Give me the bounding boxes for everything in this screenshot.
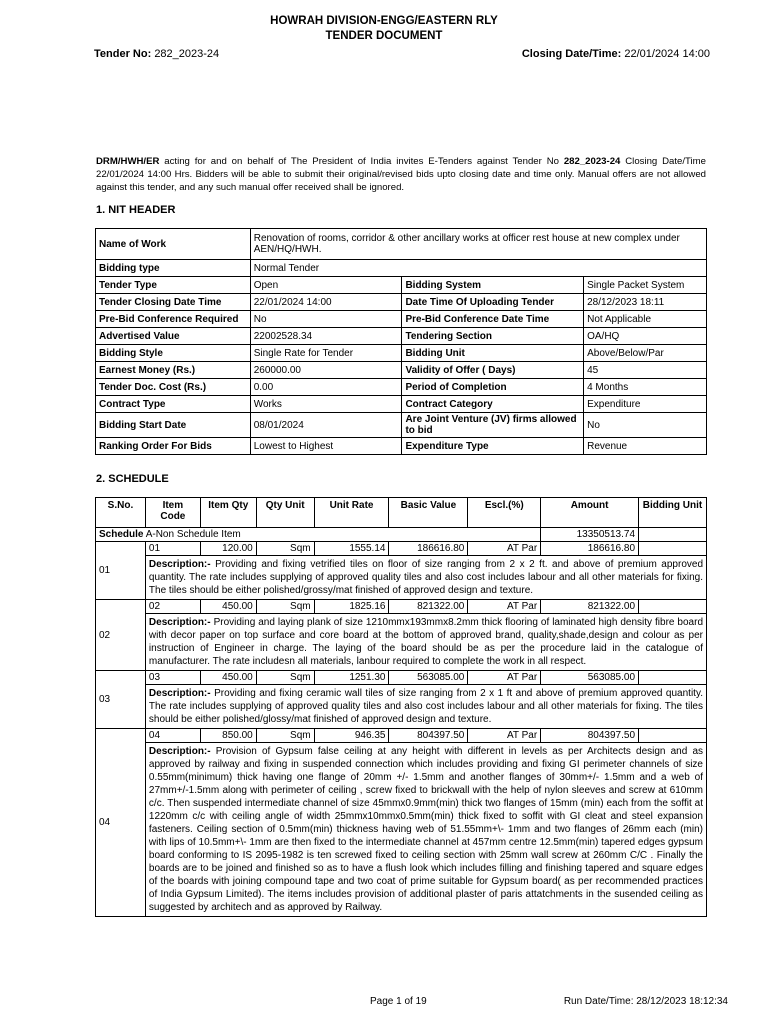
item-sno: 01 bbox=[96, 542, 146, 600]
item-amount: 821322.00 bbox=[541, 600, 639, 614]
nit-label: Period of Completion bbox=[402, 379, 584, 396]
schedule-item-row bbox=[96, 671, 707, 685]
item-bidding-unit bbox=[639, 729, 707, 743]
page-number: Page 1 of 19 bbox=[370, 996, 427, 1007]
schedule-label: Schedule bbox=[99, 529, 144, 540]
nit-value: 22002528.34 bbox=[250, 328, 402, 345]
nit-label: Tender Closing Date Time bbox=[96, 294, 251, 311]
item-bidding-unit bbox=[639, 542, 707, 556]
nit-row bbox=[96, 260, 707, 277]
nit-label: Bidding Style bbox=[96, 345, 251, 362]
schedule-name: A-Non Schedule Item bbox=[145, 529, 241, 540]
document-title: HOWRAH DIVISION-ENGG/EASTERN RLY bbox=[270, 15, 498, 27]
item-basic: 821322.00 bbox=[389, 600, 468, 614]
item-description bbox=[145, 556, 706, 600]
schedule-group-cell bbox=[96, 528, 541, 542]
item-qty: 450.00 bbox=[200, 671, 256, 685]
schedule-total: 13350513.74 bbox=[541, 528, 639, 542]
intro-tender-no: 282_2023-24 bbox=[563, 156, 621, 167]
item-bidding-unit bbox=[639, 671, 707, 685]
nit-value: Above/Below/Par bbox=[584, 345, 707, 362]
intro-org: DRM/HWH/ER bbox=[96, 156, 160, 167]
nit-row bbox=[96, 413, 707, 438]
nit-value: Revenue bbox=[584, 438, 707, 455]
item-rate: 1825.16 bbox=[314, 600, 389, 614]
item-code: 02 bbox=[145, 600, 200, 614]
nit-label: Earnest Money (Rs.) bbox=[96, 362, 251, 379]
schedule-column-header: Amount bbox=[541, 498, 639, 528]
schedule-item-row bbox=[96, 600, 707, 614]
item-sno: 03 bbox=[96, 671, 146, 729]
nit-label: Are Joint Venture (JV) firms allowed to bid bbox=[402, 413, 584, 438]
nit-label: Ranking Order For Bids bbox=[96, 438, 251, 455]
nit-row bbox=[96, 379, 707, 396]
description-label: Description:- bbox=[148, 617, 211, 628]
description-text: Providing and fixing ceramic wall tiles of size ranging from 2 x 1 ft and above of premium approved quantity. The rate includes supplying of approved quality tiles and also cost includes labour and all other materials for fixing. The tiles should be either polished/glossy/mat finished of approved design and texture. bbox=[148, 688, 703, 725]
schedule-item-row bbox=[96, 542, 707, 556]
item-escl: AT Par bbox=[468, 729, 541, 743]
item-qty: 120.00 bbox=[200, 542, 256, 556]
nit-value: 260000.00 bbox=[250, 362, 402, 379]
item-code: 04 bbox=[145, 729, 200, 743]
nit-value: No bbox=[250, 311, 402, 328]
description-text: Provision of Gypsum false ceiling at any height with different in levels as per Architects design and as approved by railway and fixing in suspended connection which includes providing and fixing GI perimeter channels of size 0.55mm(minimum) thick having one flange of 20mm +/- 1.5mm and another flanges of 30mm+/- 1.5mm and a web of 27mm+/-1.5mm along with perimeter of ceiling , screw fixed to brickwall with the help of nylon sleeves and screw at 610mm c/c. Then suspended intermediate channel of size 45mmx0.9mm(min) thick two flanges of 15mm (min) each from the soffit at 1220mm c/c with ceiling angle of width 25mmx10mmx0.5mm(min) thick fixed to soffit with GI cleat and steel expansion fasteners. Ceiling section of 0.5mm(min) thickness having web of 51.55mm+\- 1mm and two flanges of 26mm each (min) with lips of 10.5mm+\- 1mm are then fixed to the intermediate channel at 457mm centre 12.5mm(min) tapered edges gypsum board conforming to IS 2095-1982 is ten screwed fixed to ceiling section with 25mm wall screw at 260mm C/C . Finally the boards are to be joined and finished so as to have a flush look which includes filling and finishing tapered and square edges of the boards with joining compound tape and two coat of prime suitable for Gypsum board( as per recommended practices of India Gypsum Limited). The items includes provision of additional plaster of paris attatchments in the susended ceiling as suggested by architech and as approved by Railway. bbox=[148, 746, 704, 913]
nit-row bbox=[96, 294, 707, 311]
nit-value: Works bbox=[250, 396, 402, 413]
item-rate: 946.35 bbox=[314, 729, 389, 743]
item-sno: 04 bbox=[96, 729, 146, 917]
tender-number bbox=[94, 48, 219, 60]
nit-label: Validity of Offer ( Days) bbox=[402, 362, 584, 379]
run-date: Run Date/Time: 28/12/2023 18:12:34 bbox=[563, 996, 728, 1007]
schedule-column-header: Unit Rate bbox=[314, 498, 389, 528]
schedule-bidding-unit bbox=[639, 528, 707, 542]
intro-paragraph bbox=[96, 155, 706, 194]
item-unit: Sqm bbox=[256, 542, 314, 556]
schedule-desc-row bbox=[96, 743, 707, 917]
item-basic: 186616.80 bbox=[389, 542, 468, 556]
nit-value: Renovation of rooms, corridor & other ancillary works at officer rest house at new complex under AEN/HQ/HWH. bbox=[250, 229, 706, 260]
item-rate: 1555.14 bbox=[314, 542, 389, 556]
item-unit: Sqm bbox=[256, 671, 314, 685]
nit-row bbox=[96, 328, 707, 345]
nit-header-title: 1. NIT HEADER bbox=[96, 204, 176, 216]
item-description bbox=[145, 614, 706, 671]
nit-value: 4 Months bbox=[584, 379, 707, 396]
schedule-item-row bbox=[96, 729, 707, 743]
closing-date-value: 22/01/2024 14:00 bbox=[624, 48, 710, 60]
nit-value: Not Applicable bbox=[584, 311, 707, 328]
nit-value: No bbox=[584, 413, 707, 438]
schedule-table bbox=[95, 497, 707, 917]
nit-value: 08/01/2024 bbox=[250, 413, 402, 438]
schedule-header-row bbox=[96, 498, 707, 528]
nit-label: Bidding Unit bbox=[402, 345, 584, 362]
item-code: 03 bbox=[145, 671, 200, 685]
nit-label: Tendering Section bbox=[402, 328, 584, 345]
nit-row bbox=[96, 438, 707, 455]
item-basic: 804397.50 bbox=[389, 729, 468, 743]
nit-label: Advertised Value bbox=[96, 328, 251, 345]
schedule-column-header: Item Code bbox=[145, 498, 200, 528]
nit-value: Normal Tender bbox=[250, 260, 706, 277]
nit-value: Expenditure bbox=[584, 396, 707, 413]
nit-label: Name of Work bbox=[96, 229, 251, 260]
nit-value: Open bbox=[250, 277, 402, 294]
nit-label: Bidding type bbox=[96, 260, 251, 277]
nit-row bbox=[96, 311, 707, 328]
description-text: Providing and fixing vetrified tiles on floor of size ranging from 2 x 2 ft. and above of premium approved quantity. The rate includes supplying of approved quality tiles and also cost includes labour and all other materials for fixing. The tiles should be either polished/grossy/mat finished of approved design and texture. bbox=[148, 559, 704, 596]
nit-label: Bidding System bbox=[402, 277, 584, 294]
nit-label: Pre-Bid Conference Date Time bbox=[402, 311, 584, 328]
description-text: Providing and laying plank of size 1210mmx193mmx8.2mm thick flooring of laminated high density fibre board with decor paper on top surface and core board at the bottom of approved brand, quality,shade,design and colour as per instruction of Engineer in charge. The laying of the board should be as per the procedure laid in the catalogue of manufacturer. The rate includesn all materials, lanbour required to complete the work in all respect. bbox=[148, 617, 704, 667]
nit-value: 0.00 bbox=[250, 379, 402, 396]
nit-label: Contract Type bbox=[96, 396, 251, 413]
nit-value: 45 bbox=[584, 362, 707, 379]
item-qty: 850.00 bbox=[200, 729, 256, 743]
document-subtitle: TENDER DOCUMENT bbox=[325, 30, 443, 42]
item-bidding-unit bbox=[639, 600, 707, 614]
nit-value: 28/12/2023 18:11 bbox=[584, 294, 707, 311]
nit-header-table bbox=[95, 228, 707, 455]
schedule-desc-row bbox=[96, 614, 707, 671]
nit-row bbox=[96, 345, 707, 362]
schedule-column-header: Item Qty bbox=[200, 498, 256, 528]
item-code: 01 bbox=[145, 542, 200, 556]
tender-number-value: 282_2023-24 bbox=[154, 48, 220, 60]
nit-value: Single Rate for Tender bbox=[250, 345, 402, 362]
nit-label: Tender Type bbox=[96, 277, 251, 294]
schedule-column-header: S.No. bbox=[96, 498, 146, 528]
item-unit: Sqm bbox=[256, 600, 314, 614]
item-sno: 02 bbox=[96, 600, 146, 671]
schedule-column-header: Qty Unit bbox=[256, 498, 314, 528]
item-amount: 186616.80 bbox=[541, 542, 639, 556]
closing-date-label: Closing Date/Time: bbox=[521, 48, 622, 60]
nit-value: Lowest to Highest bbox=[250, 438, 402, 455]
item-amount: 804397.50 bbox=[541, 729, 639, 743]
intro-text-a: acting for and on behalf of The President of India invites E-Tenders against Tender No bbox=[159, 156, 564, 167]
item-description bbox=[145, 685, 706, 729]
item-escl: AT Par bbox=[468, 600, 541, 614]
nit-value: Single Packet System bbox=[584, 277, 707, 294]
nit-row bbox=[96, 229, 707, 260]
nit-row bbox=[96, 277, 707, 294]
nit-label: Contract Category bbox=[402, 396, 584, 413]
nit-label: Date Time Of Uploading Tender bbox=[402, 294, 584, 311]
tender-number-label: Tender No: bbox=[94, 48, 152, 60]
schedule-title: 2. SCHEDULE bbox=[96, 473, 169, 485]
item-rate: 1251.30 bbox=[314, 671, 389, 685]
item-amount: 563085.00 bbox=[541, 671, 639, 685]
item-escl: AT Par bbox=[468, 542, 541, 556]
description-label: Description:- bbox=[148, 688, 211, 699]
description-label: Description:- bbox=[148, 559, 211, 570]
nit-label: Expenditure Type bbox=[402, 438, 584, 455]
nit-label: Bidding Start Date bbox=[96, 413, 251, 438]
schedule-group-row bbox=[96, 528, 707, 542]
item-qty: 450.00 bbox=[200, 600, 256, 614]
nit-label: Tender Doc. Cost (Rs.) bbox=[96, 379, 251, 396]
item-unit: Sqm bbox=[256, 729, 314, 743]
schedule-desc-row bbox=[96, 685, 707, 729]
schedule-desc-row bbox=[96, 556, 707, 600]
intro-text-b: Closing Date/Time 22/01/2024 14:00 Hrs. Bidders will be able to submit their original/revised bids upto closing date and time only. Manual offers are not allowed against this tender, and any such manual offer received shall be ignored. bbox=[96, 156, 707, 193]
schedule-column-header: Basic Value bbox=[389, 498, 468, 528]
schedule-column-header: Escl.(%) bbox=[468, 498, 541, 528]
item-escl: AT Par bbox=[468, 671, 541, 685]
nit-row bbox=[96, 362, 707, 379]
schedule-column-header: Bidding Unit bbox=[639, 498, 707, 528]
nit-value: 22/01/2024 14:00 bbox=[250, 294, 402, 311]
nit-row bbox=[96, 396, 707, 413]
nit-value: OA/HQ bbox=[584, 328, 707, 345]
description-label: Description:- bbox=[148, 746, 211, 757]
item-description bbox=[145, 743, 706, 917]
nit-label: Pre-Bid Conference Required bbox=[96, 311, 251, 328]
item-basic: 563085.00 bbox=[389, 671, 468, 685]
closing-date bbox=[522, 48, 710, 60]
